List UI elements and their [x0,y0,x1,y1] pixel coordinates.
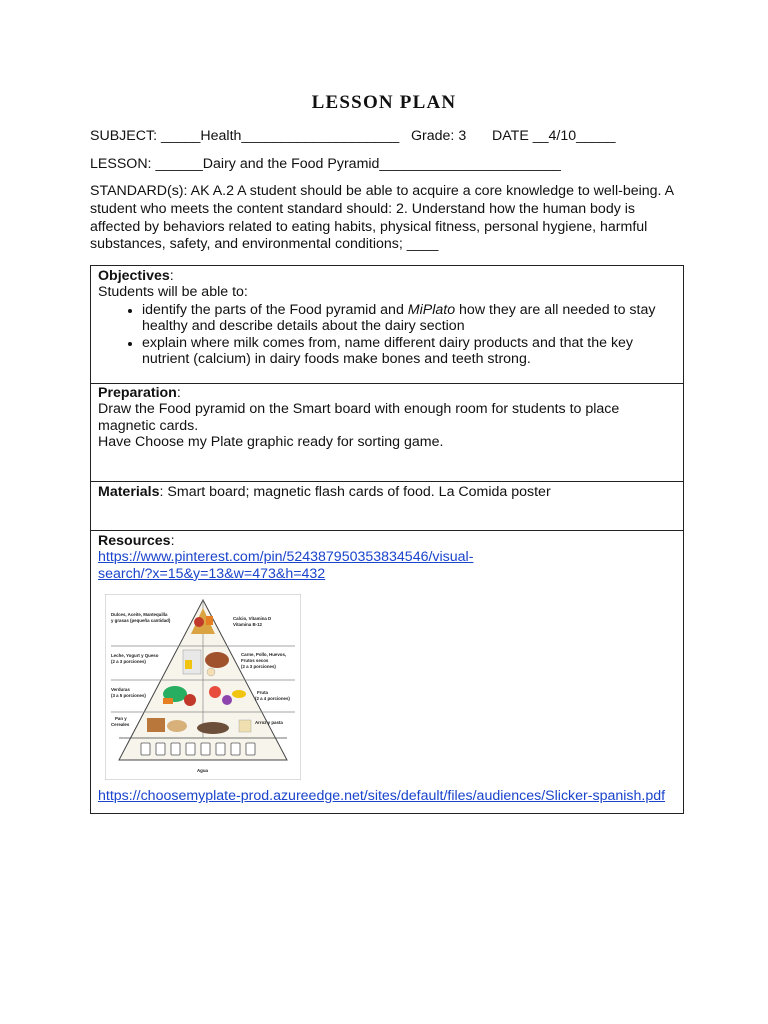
materials-text: Smart board; magnetic flash cards of food. La Comida poster [167,484,551,500]
pyr-label-bread-2: Cereales [111,722,130,728]
date-line: DATE __4/10_____ [492,128,616,144]
pyr-label-rice: Arroz y pasta [255,720,283,726]
pyr-label-sweets-2: y grasas (pequeña cantidad) [111,618,171,624]
objectives-section: Objectives: Students will be able to: • identify the parts of the Food pyramid and MiPlato how they are all needed to stay healthy and describe details about the dairy section • explain where milk comes from, name different dairy products and that the key nutrient (calcium) in dairy foods make bones and teeth strong. [90,265,684,384]
pyr-label-veg-2: (3 a 5 porciones) [111,693,146,699]
pyr-label-meat-2: Frutos secos [241,658,269,664]
materials-label: Materials [98,484,160,500]
objectives-list [98,302,676,368]
pyr-label-fruit-2: (2 a 4 porciones) [255,696,290,702]
resources-label: Resources [98,533,171,549]
pyr-label-dairy-2: (2 a 3 porciones) [111,659,146,665]
pyr-label-water: Agua [197,768,208,774]
objectives-label: Objectives [98,268,170,284]
choosemyplate-link[interactable]: https://choosemyplate-prod.azureedge.net/sites/default/files/audiences/Slicker-spanish.pdf [98,788,666,805]
preparation-text-1: Draw the Food pyramid on the Smart board with enough room for students to place magnetic cards. [98,401,620,434]
preparation-text-2: Have Choose my Plate graphic ready for sorting game. [98,434,444,451]
food-pyramid-image [105,594,301,780]
pyr-label-meat-1: Carne, Pollo, Huevos, [241,652,287,658]
pyr-label-fruit-1: Fruta [257,690,268,696]
grade-line: Grade: 3 [411,128,467,144]
materials-section: Materials: Smart board; magnetic flash cards of food. La Comida poster [90,481,684,531]
pyr-label-meat-3: (2 a 3 porciones) [241,664,276,670]
resources-section: Resources: https://www.pinterest.com/pin/524387950353834546/visual- search/?x=15&y=13&w=473&h=432 Dulces, Aceite, Mantequilla y grasas (pequeña cantidad) Calcio, Vitamina D Vitamina B-12 Leche, Yogurt y Queso (2 a 3 porciones) Carne, Pollo, Huevos, Frutos secos (2 a 3 porciones) Verduras (3 a 5 porciones) Fruta (2 a 4 porciones) Pan y Cereales Arroz y pasta Agua https://choosemyplate-prod.azureedge.net/sites/default/files/audiences/Slicker-spanish.pdf [90,530,684,814]
pyr-label-dairy-1: Leche, Yogurt y Queso [111,653,159,659]
lesson-line: LESSON: ______Dairy and the Food Pyramid_______________________ [90,156,561,172]
pyr-label-bread-1: Pan y [115,716,127,722]
pyr-label-veg-1: Verduras [111,687,130,693]
pyr-label-sweets-1: Dulces, Aceite, Mantequilla [111,612,168,618]
objective-item-1: • identify the parts of the Food pyramid and MiPlato how they are all needed to stay healthy and describe details about the dairy section [142,302,676,335]
pyr-label-calcium-1: Calcio, Vitamina D [233,616,272,622]
standard-text: STANDARD(s): AK A.2 A student should be able to acquire a core knowledge to well-being. A student who meets the content standard should: 2. Understand how the human body is affected by behaviors related to eating habits, physical fitness, personal hygiene, harmful substances, safety, and environmental conditions; ____ [90,183,674,253]
subject-line: SUBJECT: _____Health____________________ [90,128,400,144]
page-title: LESSON PLAN [311,92,457,113]
objective-item-2: • explain where milk comes from, name different dairy products and that the key nutrient (calcium) in dairy foods make bones and teeth strong. [142,335,676,368]
pyr-label-calcium-2: Vitamina B-12 [233,622,262,628]
preparation-label: Preparation [98,385,177,401]
preparation-section: Preparation: Draw the Food pyramid on the Smart board with enough room for students to place magnetic cards. Have Choose my Plate graphic ready for sorting game. [90,383,684,482]
objectives-intro: Students will be able to: [98,284,248,301]
pinterest-link[interactable]: https://www.pinterest.com/pin/524387950353834546/visual- search/?x=15&y=13&w=473&h=432 [98,549,474,582]
